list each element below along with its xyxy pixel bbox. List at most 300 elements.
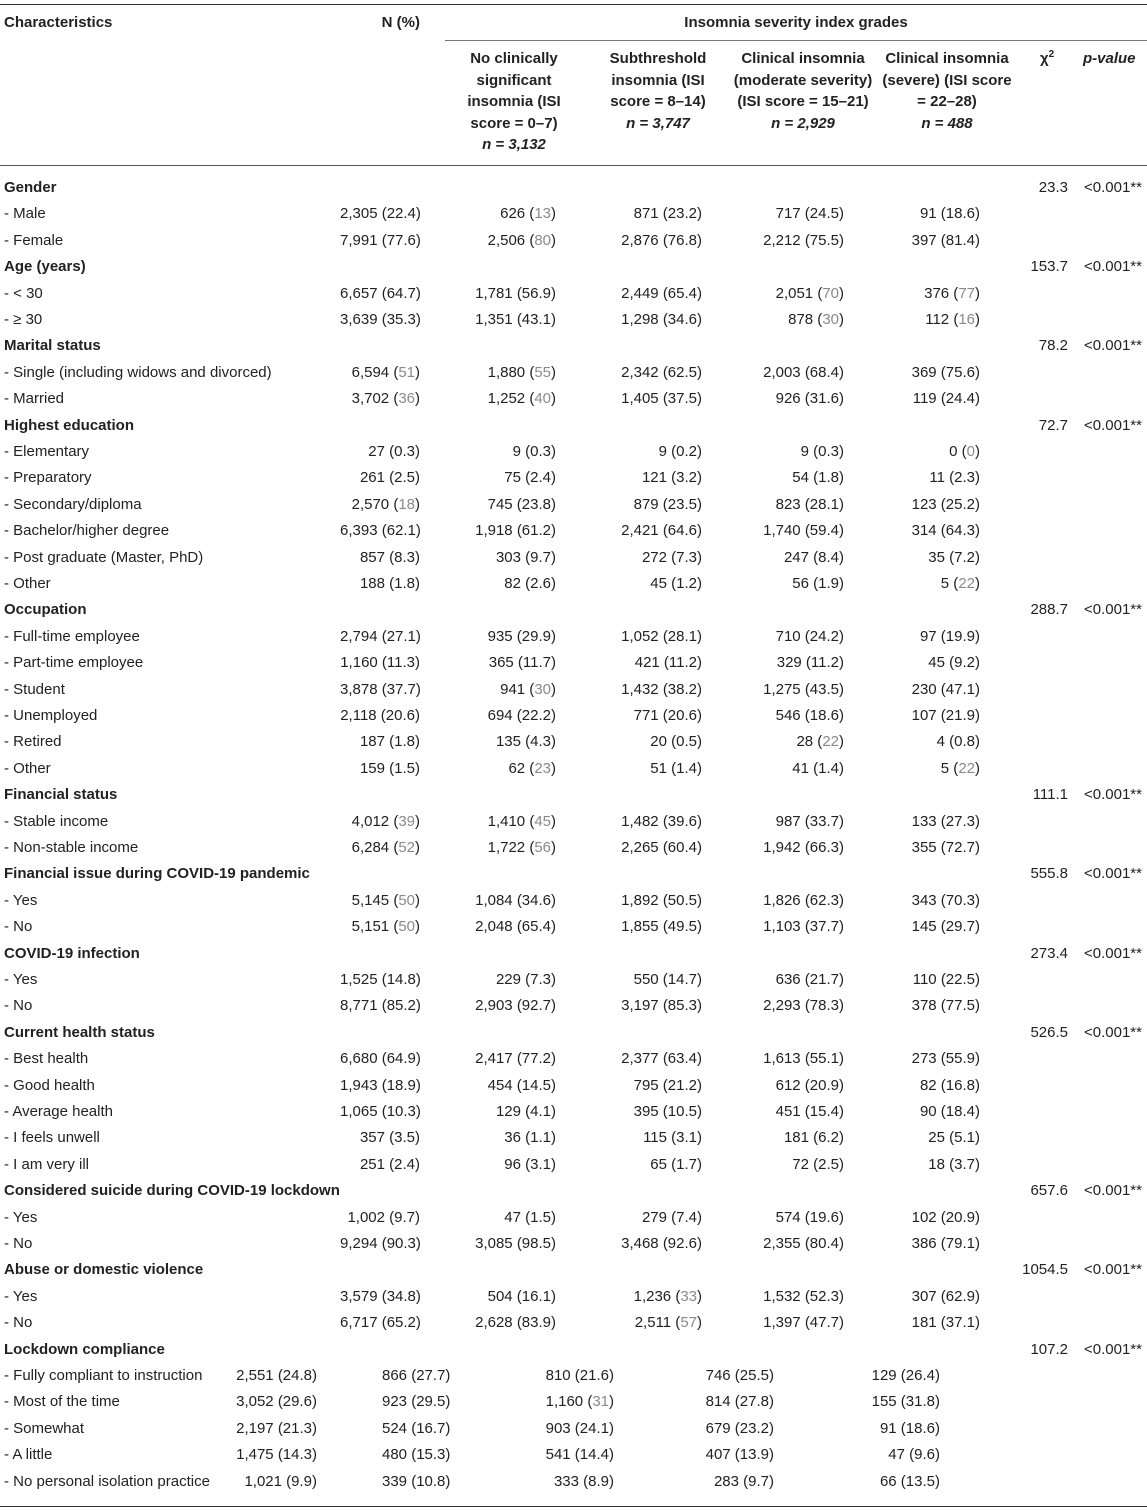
cell-n-pct: 5,151 (50)	[351, 918, 420, 936]
percent-value: 0	[966, 443, 975, 460]
cell-severe: 123 (25.2)	[911, 495, 980, 513]
cell-moderate: 1,942 (66.3)	[763, 839, 844, 856]
percent-value: 80	[534, 231, 551, 249]
section-row	[0, 782, 1147, 808]
row-label: - I am very ill	[4, 1155, 90, 1173]
cell-severe: 0 (0)	[949, 443, 980, 460]
table-row	[0, 386, 1147, 412]
cell-no-insomnia: 454 (14.5)	[487, 1076, 556, 1094]
row-label: - Preparatory	[4, 469, 92, 487]
cell-subthreshold: 333 (8.9)	[553, 1472, 614, 1490]
percent-value: 56	[534, 839, 551, 856]
top-rule	[0, 4, 1147, 5]
cell-moderate: 56 (1.9)	[792, 575, 844, 592]
cell-n-pct: 1,065 (10.3)	[340, 1103, 421, 1120]
cell-moderate: 329 (11.2)	[776, 654, 844, 672]
cell-subthreshold: 20 (0.5)	[650, 733, 702, 751]
cell-severe: 5 (22)	[940, 759, 980, 777]
header-rule	[0, 165, 1147, 166]
cell-severe: 91 (18.6)	[919, 205, 980, 223]
cell-severe: 133 (27.3)	[911, 812, 980, 830]
table-row	[0, 1416, 1147, 1442]
cell-moderate: 2,355 (80.4)	[763, 1235, 844, 1252]
percent-value: 23	[534, 759, 551, 777]
cell-no-insomnia: 2,417 (77.2)	[475, 1050, 556, 1068]
percent-value: 39	[398, 812, 415, 830]
cell-subthreshold: 1,432 (38.2)	[621, 680, 702, 698]
cell-severe: 378 (77.5)	[911, 997, 980, 1015]
cell-no-insomnia: 1,351 (43.1)	[475, 311, 556, 328]
table-row	[0, 677, 1147, 703]
cell-severe: 47 (9.6)	[888, 1446, 940, 1464]
table-row	[0, 1231, 1147, 1257]
cell-moderate: 2,212 (75.5)	[763, 231, 844, 249]
cell-n-pct: 6,657 (64.7)	[340, 284, 421, 302]
header-chi-symbol: χ	[1040, 50, 1049, 67]
cell-severe: 119 (24.4)	[912, 390, 980, 408]
cell-subthreshold: 2,421 (64.6)	[621, 522, 702, 540]
header-col-subthreshold-n: n = 3,747	[626, 114, 690, 132]
row-label: - < 30	[4, 284, 43, 302]
table-row	[0, 439, 1147, 465]
section-label: Financial issue during COVID-19 pandemic	[4, 865, 310, 883]
section-label: Highest education	[4, 416, 135, 434]
cell-subthreshold: 2,876 (76.8)	[621, 231, 702, 249]
cell-subthreshold: 1,052 (28.1)	[621, 627, 702, 645]
table-row	[0, 1284, 1147, 1310]
percent-value: 13	[534, 205, 551, 223]
table-row	[0, 650, 1147, 676]
cell-subthreshold: 421 (11.2)	[634, 654, 702, 672]
cell-subthreshold: 2,449 (65.4)	[621, 284, 702, 302]
percent-value: 51	[398, 363, 415, 381]
cell-severe: 90 (18.4)	[919, 1103, 980, 1120]
cell-moderate: 987 (33.7)	[775, 812, 844, 830]
section-label: COVID-19 infection	[4, 944, 140, 962]
cell-severe: 314 (64.3)	[911, 522, 980, 540]
cell-subthreshold: 3,468 (92.6)	[621, 1235, 702, 1252]
row-label: - A little	[4, 1446, 53, 1464]
header-col-subthreshold	[600, 48, 716, 134]
row-label: - Other	[4, 575, 51, 592]
cell-subthreshold: 903 (24.1)	[545, 1419, 614, 1437]
cell-n-pct: 4,012 (39)	[351, 812, 420, 830]
row-label: - Yes	[4, 1208, 38, 1226]
cell-n-pct: 251 (2.4)	[359, 1155, 420, 1173]
cell-moderate: 926 (31.6)	[775, 390, 844, 408]
cell-no-insomnia: 524 (16.7)	[382, 1419, 451, 1437]
row-label: - Stable income	[4, 812, 109, 830]
cell-no-insomnia: 2,048 (65.4)	[475, 918, 556, 936]
row-label: - No personal isolation practice	[4, 1472, 210, 1490]
p-value: <0.001**	[1084, 258, 1142, 276]
cell-no-insomnia: 1,781 (56.9)	[475, 284, 556, 302]
section-row	[0, 1178, 1147, 1204]
row-label: - Non-stable income	[4, 839, 139, 856]
cell-moderate: 9 (0.3)	[800, 443, 844, 460]
cell-no-insomnia: 2,506 (80)	[487, 231, 556, 249]
p-value: <0.001**	[1084, 601, 1142, 619]
percent-value: 22	[958, 759, 975, 777]
cell-n-pct: 261 (2.5)	[359, 469, 420, 487]
cell-no-insomnia: 3,085 (98.5)	[475, 1235, 556, 1252]
cell-subthreshold: 9 (0.2)	[658, 443, 702, 460]
row-label: - Unemployed	[4, 707, 98, 724]
header-col-severe-n: n = 488	[921, 114, 973, 132]
cell-subthreshold: 1,855 (49.5)	[621, 918, 702, 936]
row-label: - Full-time employee	[4, 627, 140, 645]
cell-severe: 18 (3.7)	[928, 1155, 980, 1173]
cell-moderate: 1,826 (62.3)	[763, 891, 844, 909]
cell-subthreshold: 541 (14.4)	[545, 1446, 614, 1464]
header-col-severe	[876, 48, 1018, 134]
table-row	[0, 624, 1147, 650]
row-label: - Single (including widows and divorced)	[4, 363, 272, 381]
cell-severe: 129 (26.4)	[871, 1367, 940, 1384]
cell-subthreshold: 1,298 (34.6)	[621, 311, 702, 328]
percent-value: 36	[398, 390, 415, 408]
row-label: - Secondary/diploma	[4, 495, 142, 513]
cell-no-insomnia: 1,410 (45)	[487, 812, 556, 830]
table-row	[0, 465, 1147, 491]
cell-moderate: 54 (1.8)	[792, 469, 844, 487]
row-label: - No	[4, 1235, 33, 1252]
cell-no-insomnia: 923 (29.5)	[382, 1393, 451, 1411]
cell-no-insomnia: 2,903 (92.7)	[475, 997, 556, 1015]
cell-subthreshold: 395 (10.5)	[633, 1103, 702, 1120]
cell-n-pct: 159 (1.5)	[359, 759, 420, 777]
cell-no-insomnia: 129 (4.1)	[495, 1103, 556, 1120]
chi-square-value: 273.4	[1030, 944, 1068, 962]
section-label: Lockdown compliance	[4, 1340, 165, 1358]
cell-n-pct: 8,771 (85.2)	[340, 997, 421, 1015]
p-value: <0.001**	[1084, 865, 1142, 883]
row-label: - Bachelor/higher degree	[4, 522, 170, 540]
table-row	[0, 281, 1147, 307]
header-col-no-insomnia	[452, 48, 576, 156]
section-label: Gender	[4, 179, 57, 196]
table-row	[0, 888, 1147, 914]
percent-value: 33	[680, 1287, 697, 1305]
section-label: Marital status	[4, 337, 101, 355]
cell-severe: 343 (70.3)	[911, 891, 980, 909]
percent-value: 30	[822, 311, 839, 328]
cell-subthreshold: 1,482 (39.6)	[621, 812, 702, 830]
cell-severe: 110 (22.5)	[912, 971, 980, 988]
cell-n-pct: 6,717 (65.2)	[340, 1314, 421, 1332]
chi-square-value: 111.1	[1032, 786, 1068, 804]
cell-subthreshold: 1,892 (50.5)	[621, 891, 702, 909]
cell-moderate: 1,613 (55.1)	[763, 1050, 844, 1068]
row-label: - Most of the time	[4, 1393, 120, 1411]
cell-no-insomnia: 365 (11.7)	[488, 654, 556, 672]
header-p-value: p-value	[1083, 50, 1136, 67]
percent-value: 22	[822, 733, 839, 751]
cell-severe: 155 (31.8)	[871, 1393, 940, 1411]
chi-square-value: 526.5	[1030, 1023, 1068, 1041]
cell-moderate: 814 (27.8)	[705, 1393, 774, 1411]
cell-moderate: 2,003 (68.4)	[763, 363, 844, 381]
cell-no-insomnia: 941 (30)	[500, 680, 556, 698]
cell-subthreshold: 879 (23.5)	[633, 495, 702, 513]
row-label: - ≥ 30	[4, 311, 43, 328]
cell-moderate: 407 (13.9)	[705, 1446, 774, 1464]
percent-value: 55	[534, 363, 551, 381]
cell-severe: 66 (13.5)	[879, 1472, 940, 1490]
cell-moderate: 878 (30)	[788, 311, 844, 328]
section-label: Abuse or domestic violence	[4, 1261, 204, 1279]
cell-n-pct: 1,021 (9.9)	[244, 1472, 317, 1490]
table-row	[0, 914, 1147, 940]
cell-severe: 230 (47.1)	[911, 680, 980, 698]
cell-no-insomnia: 62 (23)	[508, 759, 556, 777]
cell-no-insomnia: 626 (13)	[500, 205, 556, 223]
cell-moderate: 181 (6.2)	[783, 1129, 844, 1147]
cell-moderate: 636 (21.7)	[775, 971, 844, 988]
cell-moderate: 823 (28.1)	[775, 495, 844, 513]
row-label: - Retired	[4, 733, 62, 751]
cell-severe: 355 (72.7)	[911, 839, 980, 856]
cell-severe: 97 (19.9)	[919, 627, 980, 645]
row-label: - Student	[4, 680, 65, 698]
percent-value: 70	[822, 284, 839, 302]
cell-severe: 102 (20.9)	[911, 1208, 980, 1226]
cell-moderate: 1,740 (59.4)	[763, 522, 844, 540]
cell-no-insomnia: 1,252 (40)	[487, 390, 556, 408]
cell-no-insomnia: 504 (16.1)	[487, 1287, 556, 1305]
cell-no-insomnia: 1,918 (61.2)	[475, 522, 556, 540]
row-label: - Post graduate (Master, PhD)	[4, 548, 204, 566]
table-row	[0, 545, 1147, 571]
cell-severe: 91 (18.6)	[879, 1419, 940, 1437]
p-value: <0.001**	[1084, 786, 1142, 804]
percent-value: 45	[534, 812, 551, 830]
cell-severe: 35 (7.2)	[928, 548, 980, 566]
row-label: - Fully compliant to instruction	[4, 1367, 203, 1384]
cell-no-insomnia: 82 (2.6)	[504, 575, 556, 592]
header-col-no-insomnia-label: No clinically significant insomnia (ISI score = 0–7)	[467, 50, 561, 132]
cell-n-pct: 3,878 (37.7)	[340, 680, 421, 698]
cell-subthreshold: 871 (23.2)	[633, 205, 702, 223]
cell-subthreshold: 45 (1.2)	[650, 575, 702, 592]
row-label: - Somewhat	[4, 1419, 85, 1437]
cell-moderate: 717 (24.5)	[775, 205, 844, 223]
cell-no-insomnia: 1,084 (34.6)	[475, 891, 556, 909]
cell-n-pct: 5,145 (50)	[351, 891, 420, 909]
cell-n-pct: 27 (0.3)	[368, 443, 420, 460]
cell-n-pct: 1,160 (11.3)	[340, 654, 420, 672]
table-row	[0, 1310, 1147, 1336]
cell-severe: 307 (62.9)	[911, 1287, 980, 1305]
header-col-moderate-label: Clinical insomnia (moderate severity) (ISI score = 15–21)	[733, 50, 873, 110]
cell-n-pct: 1,002 (9.7)	[347, 1208, 420, 1226]
percent-value: 16	[958, 311, 975, 328]
cell-n-pct: 2,118 (20.6)	[340, 707, 420, 724]
cell-moderate: 41 (1.4)	[792, 759, 844, 777]
cell-no-insomnia: 480 (15.3)	[382, 1446, 451, 1464]
row-label: - Yes	[4, 891, 38, 909]
cell-n-pct: 187 (1.8)	[359, 733, 420, 751]
cell-severe: 11 (2.3)	[929, 469, 980, 487]
cell-moderate: 612 (20.9)	[775, 1076, 844, 1094]
percent-value: 30	[534, 680, 551, 698]
cell-moderate: 2,051 (70)	[775, 284, 844, 302]
section-row	[0, 333, 1147, 359]
percent-value: 31	[592, 1393, 609, 1411]
chi-square-value: 153.7	[1030, 258, 1068, 276]
chi-square-value: 657.6	[1030, 1182, 1068, 1200]
section-label: Age (years)	[4, 258, 86, 276]
p-value: <0.001**	[1084, 337, 1142, 355]
section-row	[0, 597, 1147, 623]
table-row	[0, 307, 1147, 333]
cell-subthreshold: 771 (20.6)	[633, 707, 702, 724]
percent-value: 50	[398, 918, 415, 936]
section-row	[0, 941, 1147, 967]
cell-subthreshold: 279 (7.4)	[641, 1208, 702, 1226]
section-row	[0, 1337, 1147, 1363]
section-row	[0, 1020, 1147, 1046]
section-row	[0, 1257, 1147, 1283]
cell-moderate: 710 (24.2)	[775, 627, 844, 645]
cell-moderate: 451 (15.4)	[775, 1103, 844, 1120]
header-col-severe-label: Clinical insomnia (severe) (ISI score = 22–28)	[882, 50, 1012, 110]
cell-no-insomnia: 47 (1.5)	[504, 1208, 556, 1226]
cell-severe: 112 (16)	[925, 311, 980, 328]
cell-no-insomnia: 935 (29.9)	[487, 627, 556, 645]
cell-n-pct: 6,393 (62.1)	[340, 522, 421, 540]
cell-moderate: 746 (25.5)	[705, 1367, 774, 1384]
cell-n-pct: 7,991 (77.6)	[340, 231, 421, 249]
header-col-moderate-n: n = 2,929	[771, 114, 835, 132]
header-col-subthreshold-label: Subthreshold insomnia (ISI score = 8–14)	[609, 50, 707, 110]
table-row	[0, 809, 1147, 835]
p-value: <0.001**	[1084, 1182, 1142, 1200]
table-row	[0, 1363, 1147, 1389]
row-label: - Male	[4, 205, 46, 223]
cell-severe: 107 (21.9)	[911, 707, 980, 724]
p-value: <0.001**	[1084, 944, 1142, 962]
table-row	[0, 360, 1147, 386]
percent-value: 22	[958, 575, 975, 592]
table-row	[0, 756, 1147, 782]
cell-no-insomnia: 9 (0.3)	[512, 443, 556, 460]
chi-square-value: 72.7	[1038, 416, 1068, 434]
cell-n-pct: 2,197 (21.3)	[236, 1419, 317, 1437]
row-label: - No	[4, 997, 33, 1015]
table-row	[0, 729, 1147, 755]
percent-value: 77	[958, 284, 975, 302]
cell-no-insomnia: 1,722 (56)	[487, 839, 556, 856]
percent-value: 52	[398, 839, 415, 856]
cell-severe: 82 (16.8)	[919, 1076, 980, 1094]
cell-severe: 386 (79.1)	[911, 1235, 980, 1252]
cell-no-insomnia: 303 (9.7)	[495, 548, 556, 566]
table-row	[0, 1205, 1147, 1231]
cell-n-pct: 857 (8.3)	[359, 548, 420, 566]
cell-no-insomnia: 75 (2.4)	[504, 469, 556, 487]
cell-n-pct: 6,594 (51)	[351, 363, 420, 381]
cell-n-pct: 1,525 (14.8)	[340, 971, 421, 988]
table-row	[0, 835, 1147, 861]
cell-n-pct: 9,294 (90.3)	[340, 1235, 421, 1252]
cell-severe: 397 (81.4)	[911, 231, 980, 249]
cell-no-insomnia: 866 (27.7)	[382, 1367, 451, 1384]
cell-no-insomnia: 135 (4.3)	[495, 733, 556, 751]
cell-moderate: 28 (22)	[796, 733, 844, 751]
section-row	[0, 413, 1147, 439]
cell-subthreshold: 2,342 (62.5)	[621, 363, 702, 381]
cell-n-pct: 3,052 (29.6)	[236, 1393, 317, 1411]
cell-subthreshold: 1,236 (33)	[633, 1287, 702, 1305]
header-n-pct: N (%)	[381, 14, 420, 31]
percent-value: 50	[398, 891, 415, 909]
chi-square-value: 107.2	[1030, 1340, 1068, 1358]
table-row	[0, 1046, 1147, 1072]
table-row	[0, 571, 1147, 597]
cell-subthreshold: 550 (14.7)	[633, 971, 702, 988]
table-row	[0, 1073, 1147, 1099]
cell-subthreshold: 115 (3.1)	[643, 1129, 702, 1147]
cell-n-pct: 1,475 (14.3)	[236, 1446, 317, 1464]
section-label: Considered suicide during COVID-19 lockdown	[4, 1182, 340, 1200]
percent-value: 57	[680, 1314, 697, 1332]
table-row	[0, 228, 1147, 254]
row-label: - Average health	[4, 1103, 113, 1120]
cell-severe: 4 (0.8)	[936, 733, 980, 751]
chi-square-value: 23.3	[1038, 179, 1068, 196]
row-label: - Part-time employee	[4, 654, 144, 672]
cell-severe: 145 (29.7)	[911, 918, 980, 936]
cell-no-insomnia: 745 (23.8)	[487, 495, 556, 513]
p-value: <0.001**	[1084, 1340, 1142, 1358]
chi-square-value: 1054.5	[1022, 1261, 1068, 1279]
cell-moderate: 72 (2.5)	[792, 1155, 844, 1173]
cell-subthreshold: 51 (1.4)	[650, 759, 702, 777]
chi-square-value: 78.2	[1038, 337, 1068, 355]
cell-moderate: 247 (8.4)	[783, 548, 844, 566]
cell-n-pct: 3,579 (34.8)	[340, 1287, 421, 1305]
cell-severe: 5 (22)	[940, 575, 980, 592]
cell-n-pct: 3,702 (36)	[351, 390, 420, 408]
cell-n-pct: 2,570 (18)	[351, 495, 420, 513]
cell-n-pct: 2,305 (22.4)	[340, 205, 421, 223]
cell-moderate: 2,293 (78.3)	[763, 997, 844, 1015]
cell-subthreshold: 3,197 (85.3)	[621, 997, 702, 1015]
cell-no-insomnia: 96 (3.1)	[504, 1155, 556, 1173]
cell-subthreshold: 810 (21.6)	[545, 1367, 614, 1384]
table-row	[0, 492, 1147, 518]
section-label: Current health status	[4, 1023, 155, 1041]
cell-severe: 376 (77)	[924, 284, 980, 302]
section-label: Financial status	[4, 786, 118, 804]
cell-moderate: 574 (19.6)	[775, 1208, 844, 1226]
header-col-no-insomnia-n: n = 3,132	[482, 136, 546, 153]
percent-value: 18	[398, 495, 415, 513]
cell-severe: 25 (5.1)	[928, 1129, 980, 1147]
cell-n-pct: 1,943 (18.9)	[340, 1076, 421, 1094]
section-label: Occupation	[4, 601, 87, 619]
cell-subthreshold: 1,405 (37.5)	[621, 390, 702, 408]
table-row	[0, 703, 1147, 729]
row-label: - Other	[4, 759, 51, 777]
row-label: - Yes	[4, 1287, 38, 1305]
cell-no-insomnia: 36 (1.1)	[504, 1129, 556, 1147]
cell-n-pct: 6,284 (52)	[351, 839, 420, 856]
row-label: - No	[4, 918, 33, 936]
table-row	[0, 1125, 1147, 1151]
bottom-rule	[0, 1506, 1147, 1507]
